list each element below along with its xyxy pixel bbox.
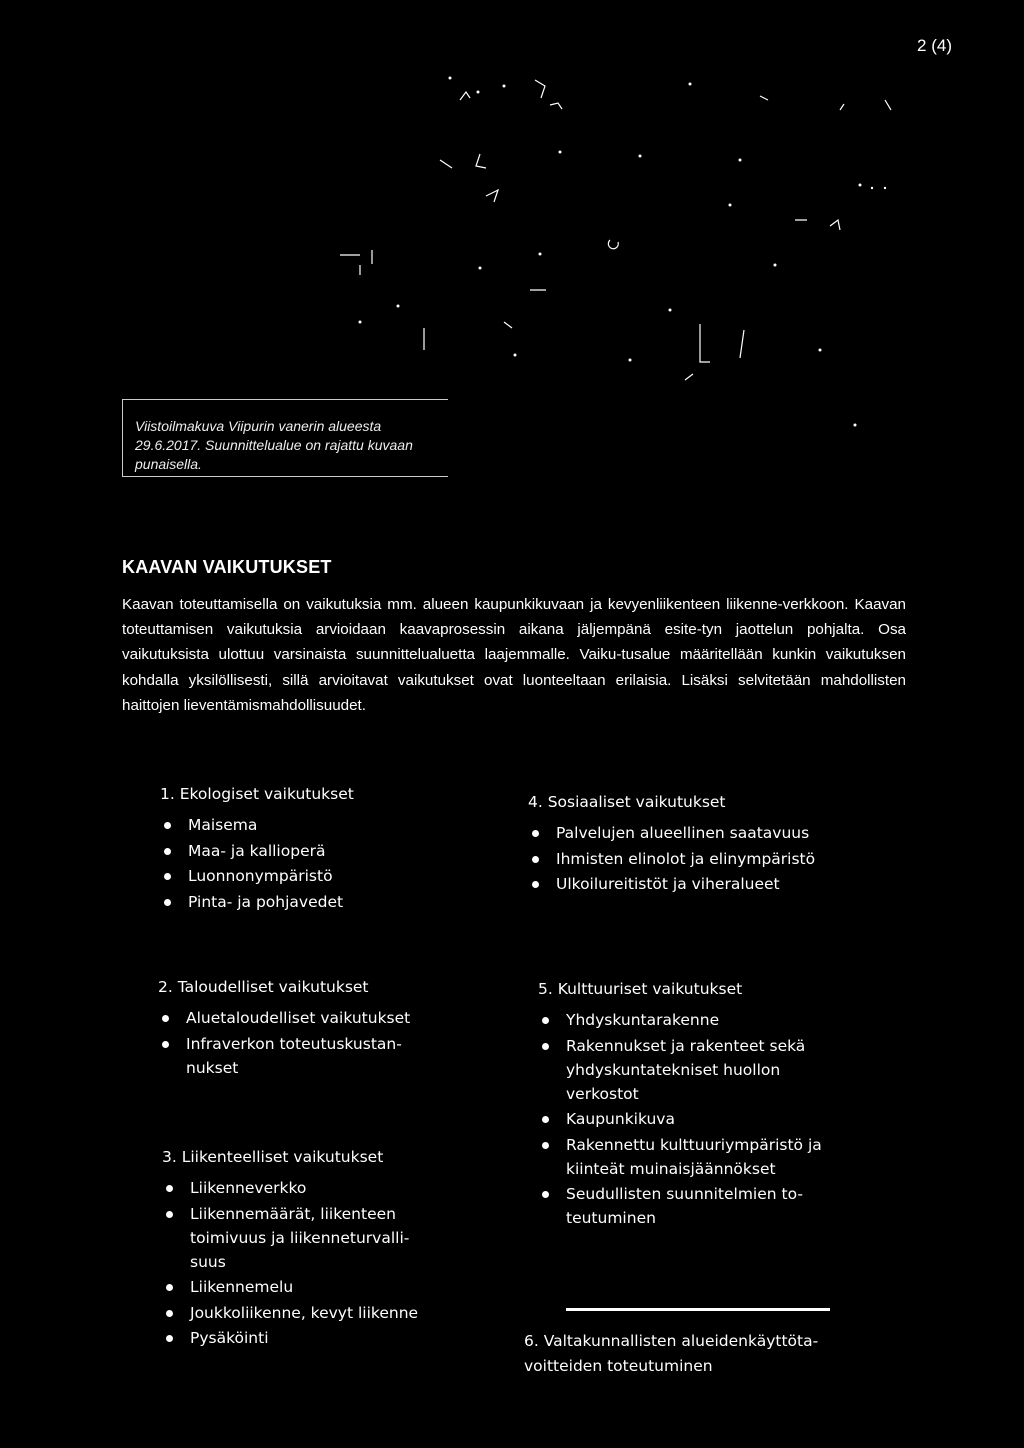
list-item: Luonnonympäristö: [160, 864, 420, 888]
list-item: Rakennettu kulttuuriympäristö ja kiinteät muinaisjäännökset: [538, 1133, 856, 1181]
impact-group-economic: [158, 976, 458, 1081]
photo-caption: [135, 417, 455, 474]
list-item: Palvelujen alueellinen saatavuus: [528, 821, 888, 845]
list-item: Ihmisten elinolot ja elinympäristö: [528, 847, 888, 871]
impact-list: [528, 821, 888, 896]
impact-group-title: 5. Kulttuuriset vaikutukset: [538, 980, 743, 998]
list-item: Rakennukset ja rakenteet sekä yhdyskuntatekniset huollon verkostot: [538, 1034, 856, 1106]
section-heading: KAAVAN VAIKUTUKSET: [122, 557, 332, 577]
impact-group-traffic: [162, 1146, 462, 1352]
list-item: Liikenneverkko: [162, 1176, 462, 1200]
divider: [566, 1308, 830, 1311]
impact-group-cultural: [538, 978, 868, 1232]
list-item: Liikennemäärät, liikenteen toimivuus ja liikenneturvalli-suus: [162, 1202, 440, 1274]
list-item: Aluetaloudelliset vaikutukset: [158, 1006, 458, 1030]
impact-group-title: 2. Taloudelliset vaikutukset: [158, 978, 369, 996]
impact-list: [158, 1006, 458, 1080]
page-number: 2 (4): [917, 36, 952, 55]
impact-list: [538, 1008, 868, 1230]
impact-group-title: 4. Sosiaaliset vaikutukset: [528, 793, 726, 811]
impact-group-title: 1. Ekologiset vaikutukset: [160, 785, 354, 803]
caption-line: punaisella.: [135, 456, 202, 472]
impact-group-title: 6. Valtakunnallisten alueidenkäyttöta-voitteiden toteutuminen: [524, 1332, 819, 1375]
list-item: Ulkoilureitistöt ja viheralueet: [528, 872, 888, 896]
list-item: Maisema: [160, 813, 420, 837]
list-item: Yhdyskuntarakenne: [538, 1008, 868, 1032]
list-item: Liikennemelu: [162, 1275, 462, 1299]
aerial-photo: [300, 60, 920, 440]
impact-group-social: [528, 791, 888, 898]
impacts-body-text: Kaavan toteuttamisella on vaikutuksia mm. alueen kaupunkikuvaan ja kevyenliikenteen liikenne-verkkoon. Kaavan toteuttamisen vaikutuksia arvioidaan kaavaprosessin aikana jäljempänä esite-tyn jaottelun pohjalta. Osa vaikutuksista ulottuu varsinaista suunnittelualuetta laajemmalle. Vaiku-tusalue määritellään kunkin vaikutuksen kohdalla yksilöllisesti, sillä arvioitavat vaikutukset ovat luonteeltaan erilaisia. Lisäksi selvitetään mahdollisten haittojen lieventämismahdollisuudet.: [122, 596, 906, 714]
list-item: Joukkoliikenne, kevyt liikenne: [162, 1301, 462, 1325]
list-item: Pysäköinti: [162, 1326, 462, 1350]
impact-group-ecological: [160, 783, 420, 915]
impact-group-national-goals: [524, 1329, 854, 1387]
caption-line: 29.6.2017. Suunnittelualue on rajattu kuvaan: [135, 437, 413, 453]
list-item: Infraverkon toteutuskustan-nukset: [158, 1032, 426, 1080]
list-item: Kaupunkikuva: [538, 1107, 868, 1131]
impact-list: [162, 1176, 462, 1350]
list-item: Seudullisten suunnitelmien to-teutuminen: [538, 1182, 826, 1230]
impact-group-title: 3. Liikenteelliset vaikutukset: [162, 1148, 384, 1166]
caption-line: Viistoilmakuva Viipurin vanerin alueesta: [135, 418, 382, 434]
impact-list: [160, 813, 420, 914]
list-item: Maa- ja kallioperä: [160, 839, 420, 863]
list-item: Pinta- ja pohjavedet: [160, 890, 420, 914]
